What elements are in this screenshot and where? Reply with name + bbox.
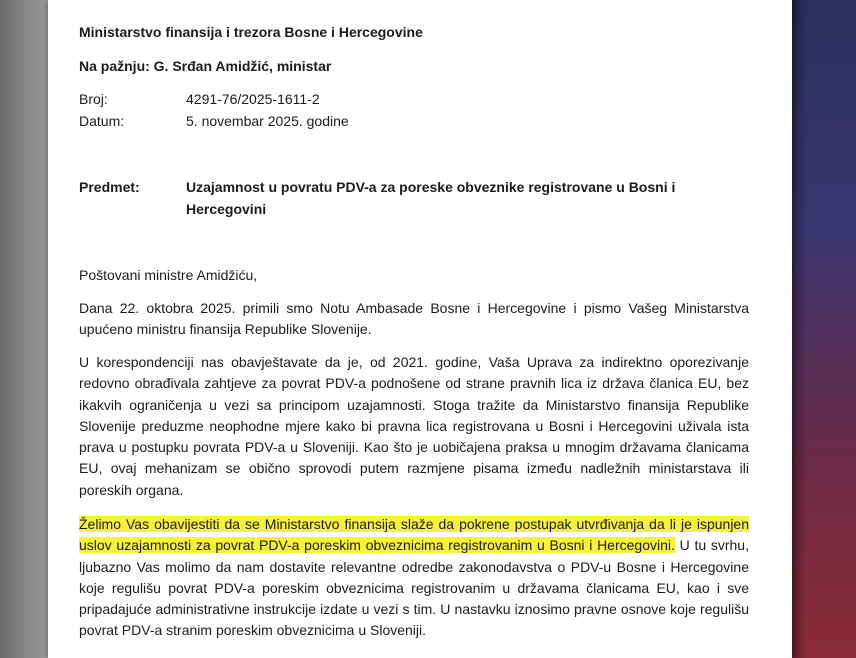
letter-page [48,0,792,658]
paragraph-1: Dana 22. oktobra 2025. primili smo Notu Ambasade Bosne i Hercegovine i pismo Vašeg Ministarstva upućeno ministru finansija Republike Slovenije. [79,300,749,338]
subject-line-1: Uzajamnost u povratu PDV-a za poreske obveznike registrovane u Bosni i [186,179,676,195]
number-value: 4291-76/2025-1611-2 [186,91,320,107]
background-right [792,0,856,658]
number-label: Broj: [79,91,108,107]
subject-label: Predmet: [79,179,140,195]
attention-line: Na pažnju: G. Srđan Amidžić, ministar [79,58,332,74]
recipient: Ministarstvo finansija i trezora Bosne i Hercegovine [79,24,423,40]
background-left [0,0,48,658]
paragraph-3: U tu svrhu, ljubazno Vas molimo da nam dostavite relevantne odredbe zakonodavstva o PDV-u Bosne i Hercegovine koje regulišu povrat PDV-a poreskim obveznicima registrovanim u državama članicama EU, kao i sve pripadajuće administrativne instrukcije izdate u vezi s tim. U nastavku iznosimo pravne osnove koje regulišu povrat PDV-a stranim poreskim obveznicima u Sloveniji. [79,537,749,639]
subject-line-2: Hercegovini [186,201,267,217]
date-label: Datum: [79,113,125,129]
highlighted-paragraph [79,514,749,642]
paragraph-2: U korespondenciji nas obavještavate da je, od 2021. godine, Vaša Uprava za indirektno oporezivanje redovno obrađivala zahtjeve za povrat PDV-a podnošene od strane pravnih lica iz država članica EU, bez ikakvih ograničenja u vezi sa principom uzajamnosti. Stoga tražite da Ministarstvo finansija Republike Slovenije preduzme neophodne mjere kako bi pravna lica registrovana u Bosni i Hercegovini uživala ista prava u postupku povrata PDV-a u Sloveniji. Kao što je uobičajena praksa u mnogim državama članicama EU, ovaj mehanizam se obično sprovodi putem razmjene pisama između nadležnih ministarstava ili poreskih organa. [79,354,749,498]
salutation: Poštovani ministre Amidžiću, [79,267,258,283]
highlighted-text: Želimo Vas obavijestiti da se Ministarstvo finansija slaže da pokrene postupak utvrđivanja da li je ispunjen uslov uzajamnosti za povrat PDV-a poreskim obveznicima registrovanim u Bosni i Hercegovini. [79,516,749,554]
date-value: 5. novembar 2025. godine [186,113,349,129]
